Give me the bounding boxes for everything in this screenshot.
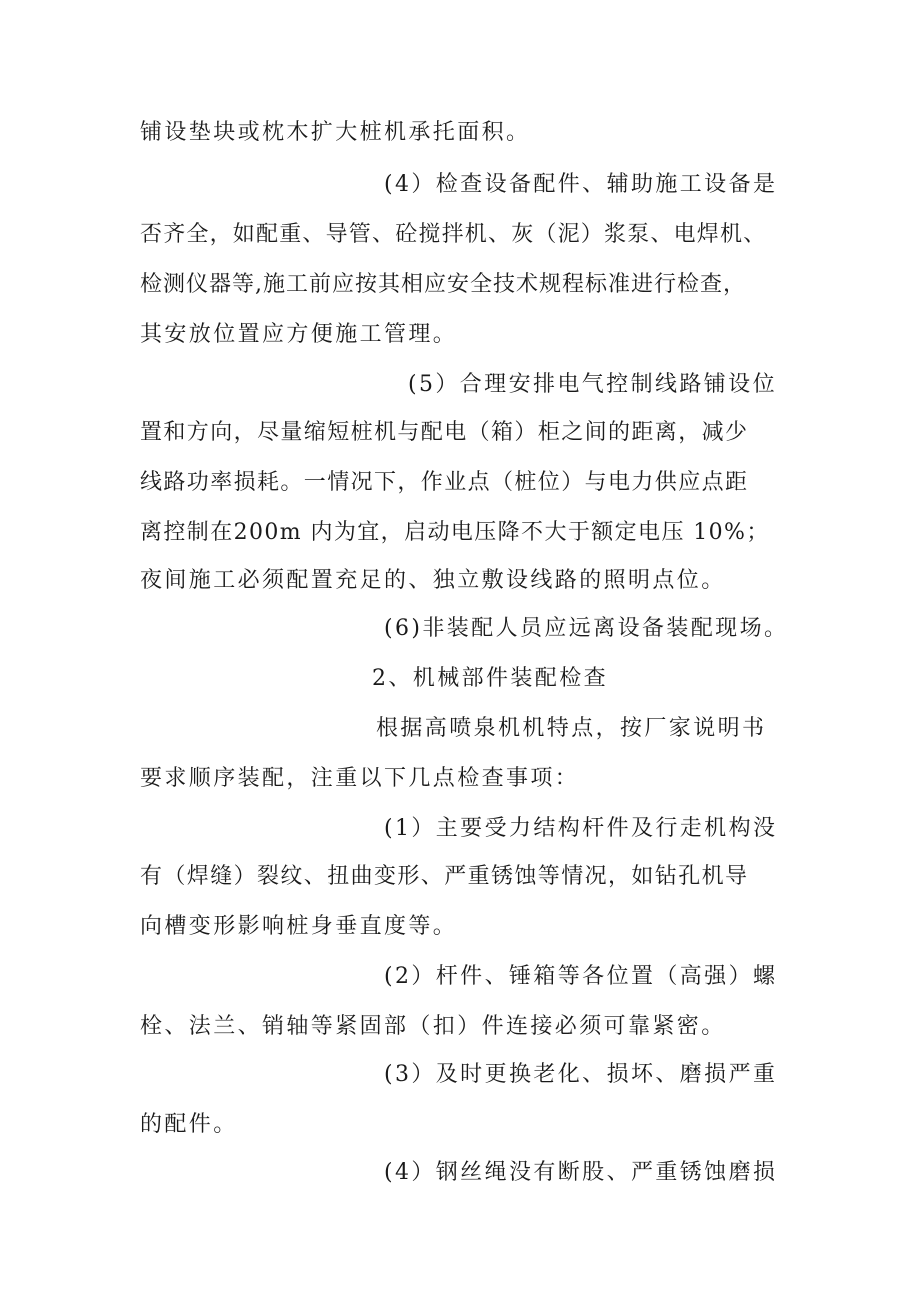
text-line: (4）钢丝绳没有断股、严重锈蚀磨损 [384, 1160, 778, 1185]
text-line: 铺设垫块或枕木扩大桩机承托面积。 [140, 120, 531, 145]
section-heading: 2、机械部件装配检查 [372, 666, 608, 691]
text-line: 其安放位置应方便施工管理。 [140, 322, 458, 347]
text-line: (3）及时更换老化、损坏、磨损严重 [384, 1062, 778, 1087]
text-line: 检测仪器等,施工前应按其相应安全技术规程标准进行检查， [140, 272, 746, 297]
text-line: 夜间施工必须配置充足的、独立敷设线路的照明点位。 [140, 568, 726, 593]
text-line: (1）主要受力结构杆件及行走机构没 [384, 816, 778, 841]
text-line: (6)非装配人员应远离设备装配现场。 [384, 616, 789, 641]
text-line: 置和方向，尽量缩短桩机与配电（箱）柜之间的距离，减少 [140, 420, 749, 445]
text-line: (2）杆件、锤箱等各位置（高强）螺 [384, 964, 778, 989]
text-line: 栓、法兰、销轴等紧固部（扣）件连接必须可靠紧密。 [140, 1014, 726, 1039]
text-line: 有（焊缝）裂纹、扭曲变形、严重锈蚀等情况，如钻孔机导 [140, 864, 749, 889]
text-line: 要求顺序装配，注重以下几点检查事项： [140, 766, 580, 791]
text-line: 根据高喷泉机机特点，按厂家说明书 [376, 716, 767, 741]
text-line: 向槽变形影响桩身垂直度等。 [140, 914, 458, 939]
text-line: 否齐全，如配重、导管、砼搅拌机、灰（泥）浆泵、电焊机、 [140, 222, 767, 247]
text-line: 离控制在200m 内为宜，启动电压降不大于额定电压 10%； [140, 520, 770, 545]
text-line: (5）合理安排电气控制线路铺设位 [408, 372, 777, 397]
text-line: (4）检查设备配件、辅助施工设备是 [384, 172, 778, 197]
text-line: 线路功率损耗。一情况下，作业点（桩位）与电力供应点距 [140, 470, 749, 495]
text-line: 的配件。 [140, 1112, 238, 1137]
